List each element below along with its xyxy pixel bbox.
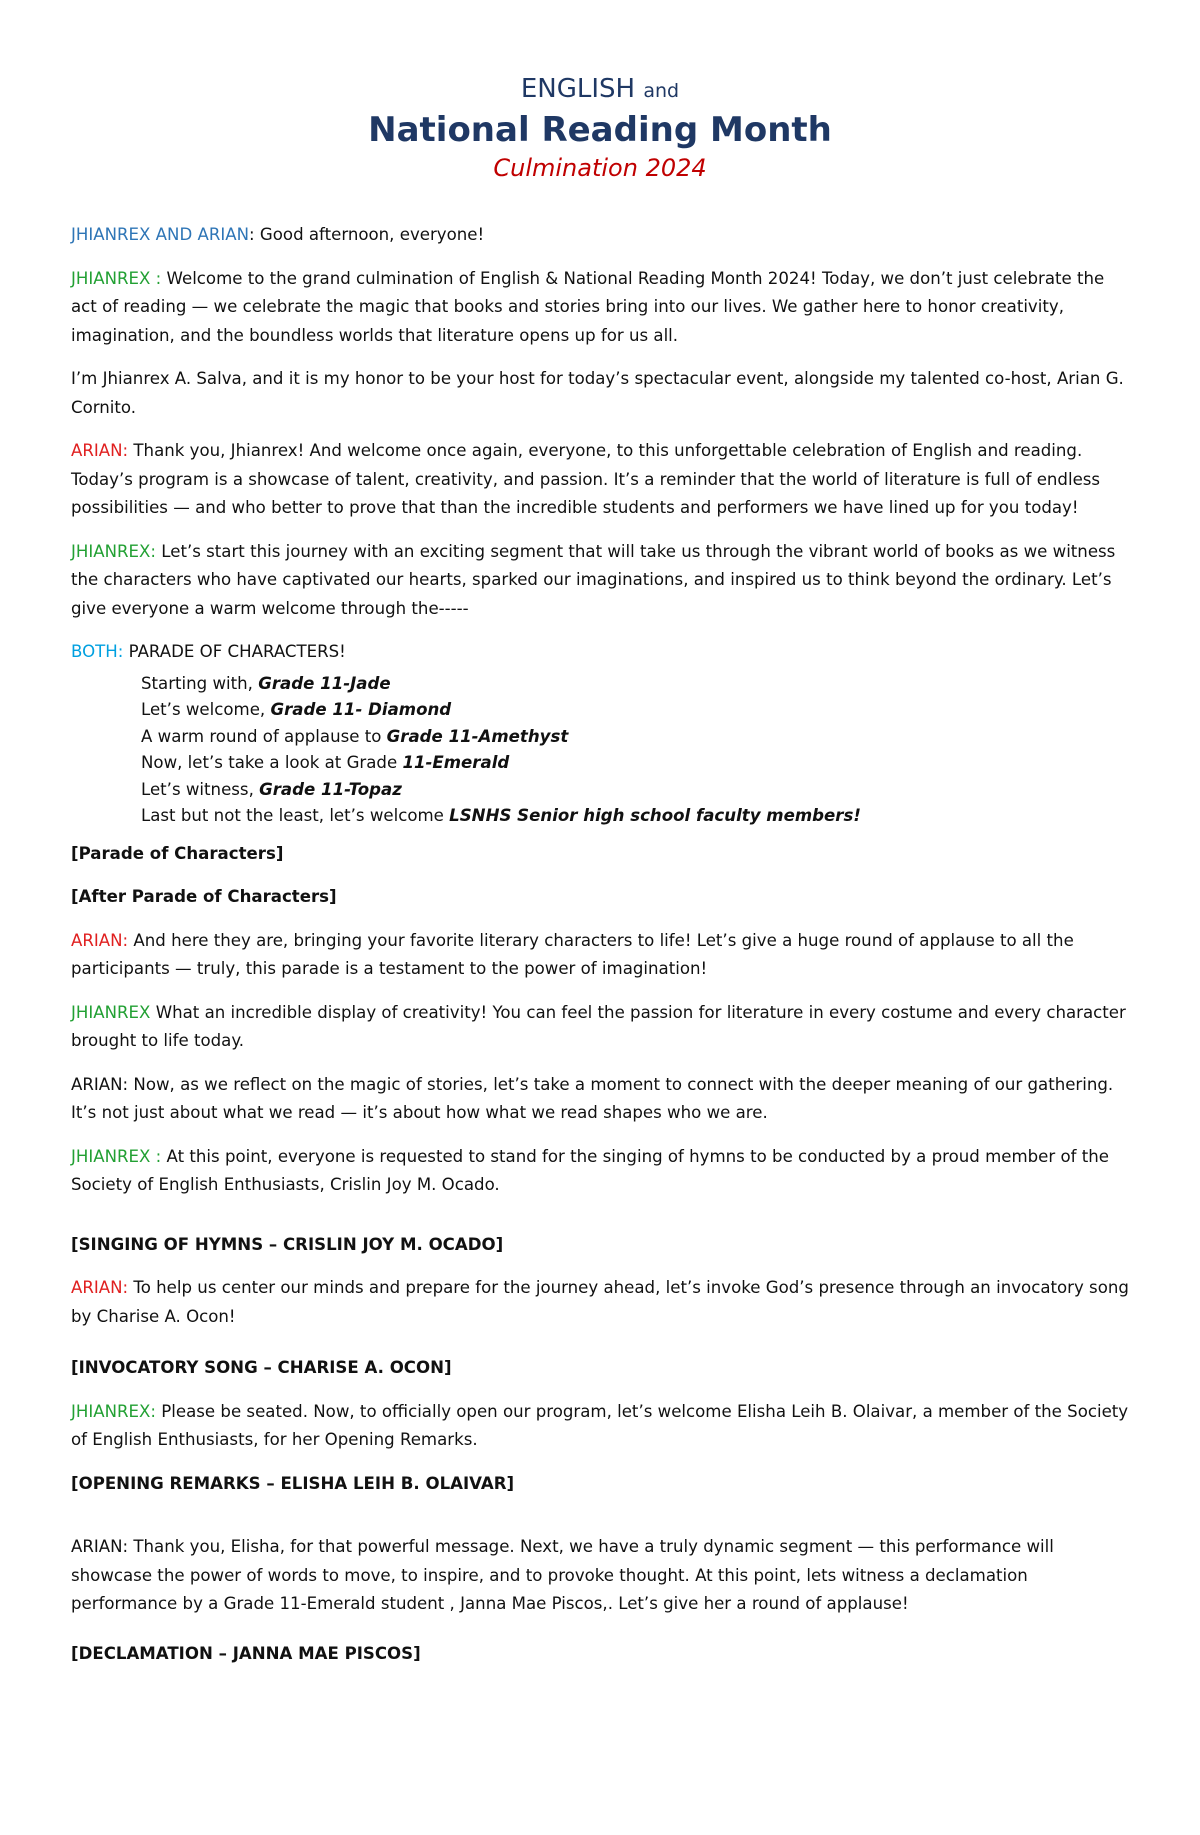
parade-item: Now, let’s take a look at Grade 11-Emerald (141, 753, 510, 772)
stage-direction: [Parade of Characters] (71, 843, 284, 863)
stage-direction: [DECLAMATION – JANNA MAE PISCOS] (71, 1643, 421, 1663)
speaker-label: JHIANREX: (71, 541, 157, 561)
stage-direction: [SINGING OF HYMNS – CRISLIN JOY M. OCADO] (71, 1234, 504, 1254)
parade-item: Starting with, Grade 11-Jade (141, 673, 391, 693)
paragraph-welcome: JHIANREX : Welcome to the grand culmination of English & National Reading Month 2024! Today, we don’t just celebrate the act of reading — we celebrate the magic that books and stories bring into our lives. We gather here to honor creativity, imagination, and the boundless worlds that literature opens up for us all. (71, 268, 1105, 345)
parade-item: Last but not the least, let’s welcome LSNHS Senior high school faculty members! (141, 806, 861, 825)
speaker-label: ARIAN: (71, 930, 129, 950)
paragraph-journey: JHIANREX: Let’s start this journey with an exciting segment that will take us through the vibrant world of books as we witness the characters who have captivated our hearts, sparked our imaginations, and inspired us to think beyond the ordinary. Let’s give everyone a warm welcome through the----- (71, 541, 1116, 618)
paragraph-invocation-intro: ARIAN: To help us center our minds and prepare for the journey ahead, let’s invoke God’s presence through an invocatory song by Charise A. Ocon! (71, 1278, 1129, 1326)
title-line-1: ENGLISH and (520, 74, 680, 104)
paragraph-reflect: ARIAN: Now, as we reflect on the magic of stories, let’s take a moment to connect with the deeper meaning of our gathering. It’s not just about what we read — it’s about how what we read shapes who we are. (71, 1074, 1114, 1122)
title-line-2: National Reading Month (368, 110, 832, 150)
speaker-label: JHIANREX : (71, 1146, 162, 1166)
parade-item: Let’s welcome, Grade 11- Diamond (141, 700, 452, 719)
parade-item: A warm round of applause to Grade 11-Amethyst (141, 726, 569, 746)
paragraph-opening-remarks-intro: JHIANREX: Please be seated. Now, to officially open our program, let’s welcome Elisha Leih B. Olaivar, a member of the Society of English Enthusiasts, for her Opening Remarks. (71, 1401, 1129, 1449)
speaker-label: ARIAN: (71, 1278, 129, 1297)
paragraph-parade-call: BOTH: PARADE OF CHARACTERS! (71, 642, 346, 661)
stage-direction: [OPENING REMARKS – ELISHA LEIH B. OLAIVAR] (71, 1473, 515, 1493)
title-block (0, 72, 1200, 184)
paragraph-arian-welcome: ARIAN: Thank you, Jhianrex! And welcome once again, everyone, to this unforgettable celebration of English and reading. Today’s program is a showcase of talent, creativity, and passion. It’s a reminder that the world of literature is full of endless possibilities — and who better to prove that than the incredible students and performers we have lined up for you today! (71, 441, 1101, 517)
paragraph-creativity: JHIANREX What an incredible display of creativity! You can feel the passion for literature in every costume and every character brought to life today. (71, 1002, 1126, 1050)
stage-direction: [INVOCATORY SONG – CHARISE A. OCON] (71, 1358, 452, 1377)
speaker-label: BOTH: (71, 642, 124, 661)
paragraph-parade-applause: ARIAN: And here they are, bringing your favorite literary characters to life! Let’s give a huge round of applause to all the participants — truly, this parade is a testament to the power of imagination! (71, 930, 1074, 978)
paragraph-greeting: JHIANREX AND ARIAN: Good afternoon, everyone! (71, 225, 485, 244)
script-body (71, 221, 1131, 1683)
speaker-label: JHIANREX AND ARIAN (71, 225, 250, 244)
paragraph-declamation-intro: ARIAN: Thank you, Elisha, for that powerful message. Next, we have a truly dynamic segment — this performance will showcase the power of words to move, to inspire, and to provoke thought. At this point, lets witness a declamation performance by a Grade 11-Emerald student , Janna Mae Piscos,. Let’s give her a round of applause! (71, 1537, 1054, 1613)
speaker-label: JHIANREX : (71, 268, 162, 288)
paragraph-hymns-intro: JHIANREX : At this point, everyone is requested to stand for the singing of hymns to be conducted by a proud member of the Society of English Enthusiasts, Crislin Joy M. Ocado. (71, 1146, 1109, 1194)
title-line-3: Culmination 2024 (493, 154, 707, 182)
parade-list (141, 671, 1131, 830)
speaker-label: JHIANREX: (71, 1401, 157, 1421)
paragraph-host-intro: I’m Jhianrex A. Salva, and it is my honor to be your host for today’s spectacular event, alongside my talented co-host, Arian G. Cornito. (71, 369, 1124, 417)
parade-item: Let’s witness, Grade 11-Topaz (141, 779, 402, 799)
speaker-label: JHIANREX (71, 1002, 151, 1022)
speaker-label: ARIAN: (71, 441, 129, 460)
stage-direction: [After Parade of Characters] (71, 887, 337, 906)
